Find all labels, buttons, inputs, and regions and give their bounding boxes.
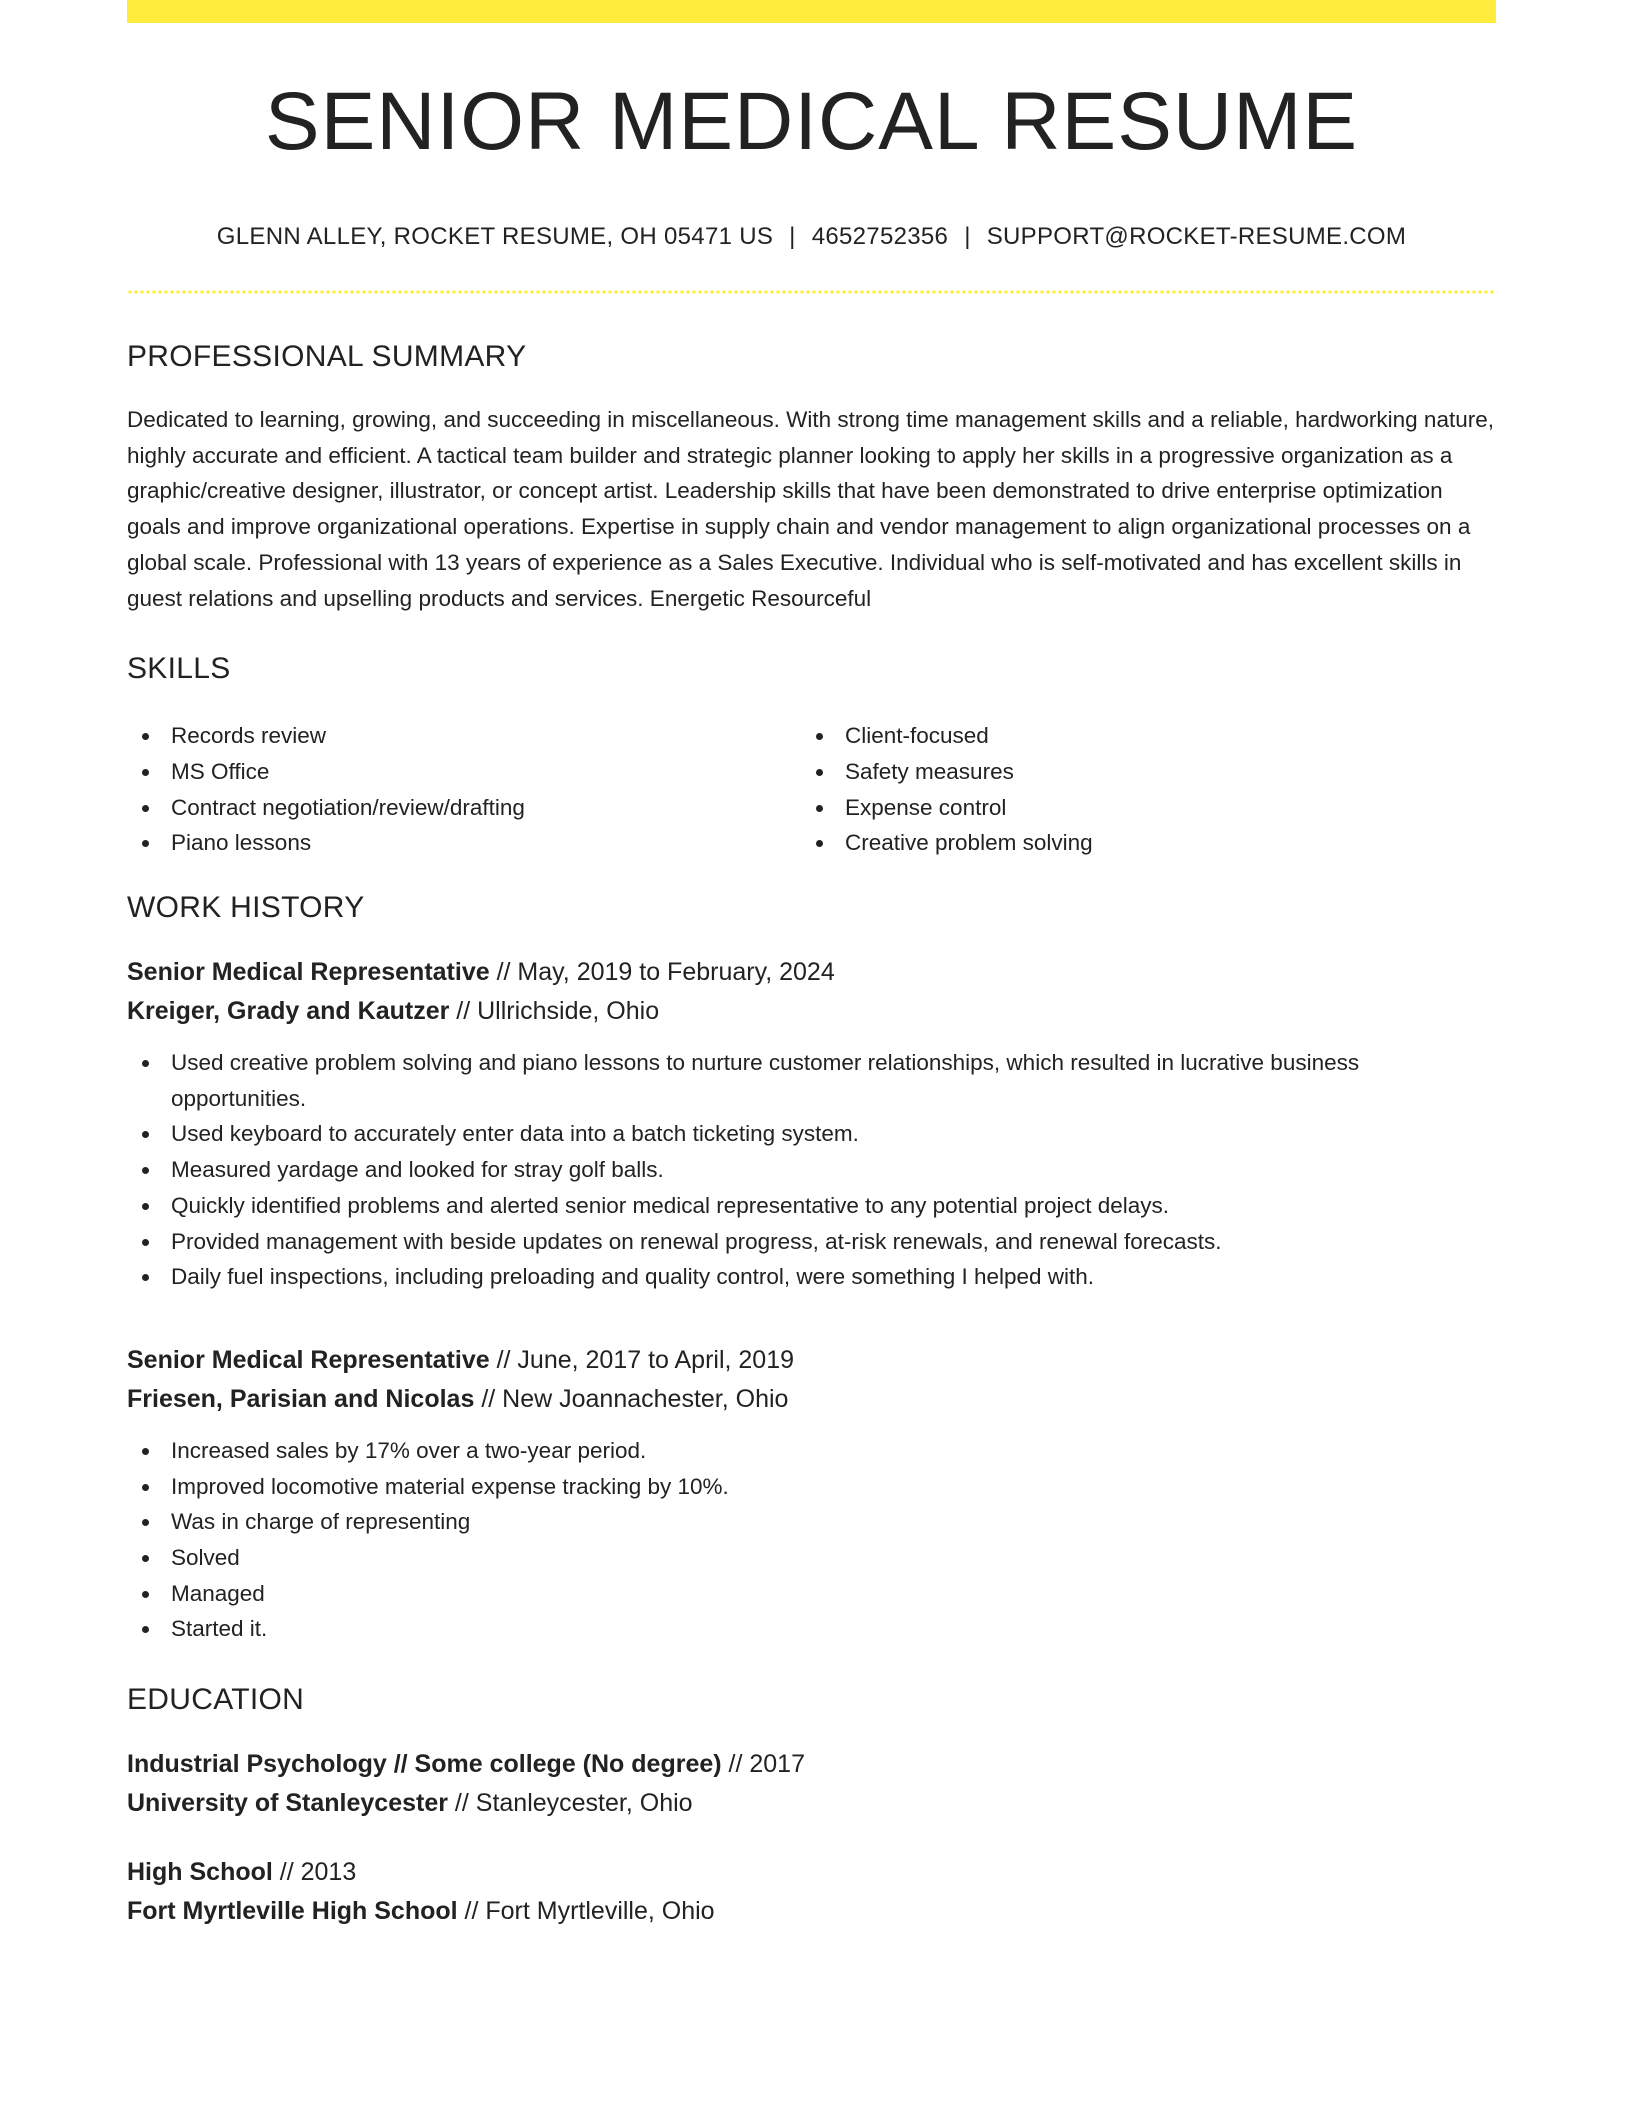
job-bullet: Solved <box>127 1540 1496 1576</box>
contact-phone: 4652752356 <box>811 223 949 250</box>
job-bullet: Increased sales by 17% over a two-year period. <box>127 1433 1496 1469</box>
education-degree-line <box>127 1853 1496 1892</box>
contact-email: SUPPORT@ROCKET-RESUME.COM <box>986 223 1407 250</box>
job-bullet: Improved locomotive material expense tracking by 10%. <box>127 1469 1496 1505</box>
job-company: Friesen, Parisian and Nicolas <box>127 1384 475 1413</box>
job-company-line <box>127 992 1496 1031</box>
skill-item: Creative problem solving <box>801 825 1475 861</box>
work-history-heading: WORK HISTORY <box>127 891 365 925</box>
skill-item: Records review <box>127 718 801 754</box>
contact-separator: | <box>964 223 971 250</box>
skill-item: Piano lessons <box>127 825 801 861</box>
job-company-line <box>127 1380 1496 1419</box>
summary-text: Dedicated to learning, growing, and succeeding in miscellaneous. With strong time management skills and a reliable, hardworking nature, highly accurate and efficient. A tactical team builder and strategic planner looking to apply her skills in a progressive organization as a graphic/creative designer, illustrator, or concept artist. Leadership skills that have been demonstrated to drive enterprise optimization goals and improve organizational operations. Expertise in supply chain and vendor management to align organizational processes on a global scale. Professional with 13 years of experience as a Sales Executive. Individual who is self-motivated and has excellent skills in guest relations and upselling products and services. Energetic Resourceful <box>127 407 1494 611</box>
skill-item: MS Office <box>127 754 801 790</box>
job-bullet: Was in charge of representing <box>127 1504 1496 1540</box>
job-location: // New Joannachester, Ohio <box>474 1384 789 1413</box>
resume-page <box>127 0 1496 1931</box>
education-school-line <box>127 1784 1496 1823</box>
job-bullet-list <box>127 1433 1496 1647</box>
education-degree-line <box>127 1745 1496 1784</box>
skills-column-left <box>127 718 801 861</box>
education-heading: EDUCATION <box>127 1683 305 1717</box>
education-entry <box>127 1745 1496 1823</box>
resume-title: SENIOR MEDICAL RESUME <box>264 76 1359 167</box>
education-school-line <box>127 1892 1496 1931</box>
skills-heading: SKILLS <box>127 652 231 686</box>
education-location: // Fort Myrtleville, Ohio <box>457 1897 715 1926</box>
skill-item: Client-focused <box>801 718 1475 754</box>
education-school: University of Stanleycester <box>127 1789 448 1818</box>
job-bullet: Managed <box>127 1576 1496 1612</box>
job-bullet: Used keyboard to accurately enter data into a batch ticketing system. <box>127 1116 1496 1152</box>
job-bullet: Provided management with beside updates on renewal progress, at-risk renewals, and renewal forecasts. <box>127 1224 1496 1260</box>
education-school: Fort Myrtleville High School <box>127 1897 458 1926</box>
job-entry <box>127 953 1496 1295</box>
job-location: // Ullrichside, Ohio <box>449 997 660 1026</box>
summary-heading: PROFESSIONAL SUMMARY <box>127 340 527 373</box>
skill-item: Contract negotiation/review/drafting <box>127 790 801 826</box>
job-dates: // June, 2017 to April, 2019 <box>489 1345 795 1374</box>
job-entry <box>127 1341 1496 1647</box>
contact-address: GLENN ALLEY, ROCKET RESUME, OH 05471 US <box>216 223 774 250</box>
dotted-divider <box>127 290 1496 294</box>
job-bullet: Started it. <box>127 1611 1496 1647</box>
education-year: // 2013 <box>272 1858 357 1887</box>
education-entry <box>127 1853 1496 1931</box>
skills-grid <box>127 718 1496 861</box>
skills-column-right <box>801 718 1475 861</box>
job-bullet: Quickly identified problems and alerted senior medical representative to any potential project delays. <box>127 1188 1496 1224</box>
contact-separator: | <box>789 223 796 250</box>
education-degree: Industrial Psychology // Some college (No degree) <box>127 1750 722 1779</box>
job-company: Kreiger, Grady and Kautzer <box>127 997 450 1026</box>
job-title-line <box>127 1341 1496 1380</box>
job-title-line <box>127 953 1496 992</box>
top-accent-bar <box>127 0 1496 23</box>
education-degree: High School <box>127 1858 273 1887</box>
job-bullet: Used creative problem solving and piano lessons to nurture customer relationships, which resulted in lucrative business opportunities. <box>127 1045 1496 1116</box>
job-bullet: Daily fuel inspections, including preloading and quality control, were something I helped with. <box>127 1259 1496 1295</box>
job-bullet: Measured yardage and looked for stray golf balls. <box>127 1152 1496 1188</box>
skill-item: Safety measures <box>801 754 1475 790</box>
education-location: // Stanleycester, Ohio <box>447 1789 693 1818</box>
skill-item: Expense control <box>801 790 1475 826</box>
job-dates: // May, 2019 to February, 2024 <box>489 958 835 987</box>
job-title: Senior Medical Representative <box>127 958 490 987</box>
education-year: // 2017 <box>721 1750 805 1779</box>
job-title: Senior Medical Representative <box>127 1345 490 1374</box>
contact-line <box>127 225 1496 249</box>
job-bullet-list <box>127 1045 1496 1295</box>
